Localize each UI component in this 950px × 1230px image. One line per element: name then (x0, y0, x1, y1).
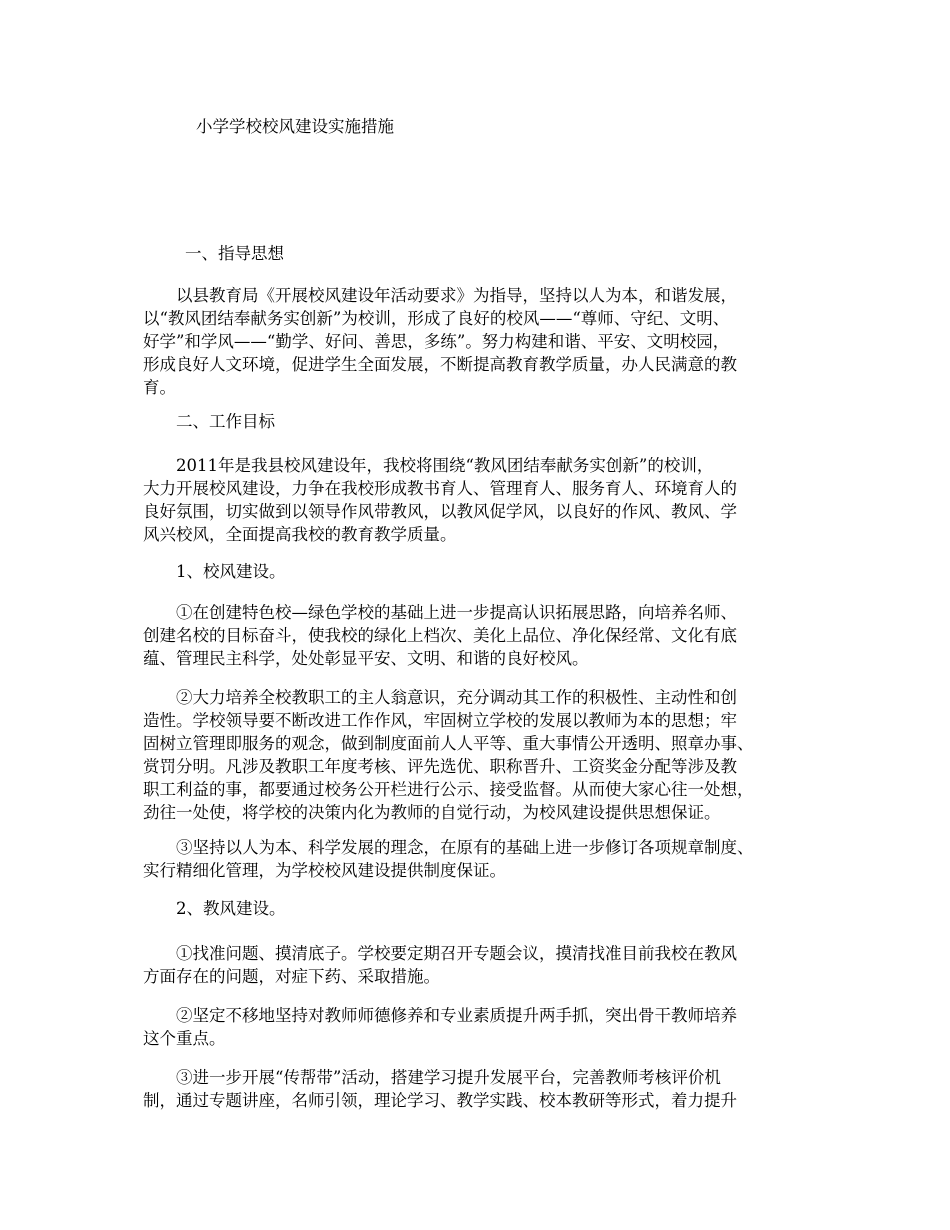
paragraph-line: 职工利益的事，都要通过校务公开栏进行公示、接受监督。从而使大家心往一处想， (143, 780, 754, 799)
paragraph-line: 制，通过专题讲座，名师引领，理论学习、教学实践、校本教研等形式，着力提升 (143, 1091, 737, 1110)
paragraph-line: 大力开展校风建设，力争在我校形成教书育人、管理育人、服务育人、环境育人的 (143, 479, 737, 498)
paragraph-line: 好学”和学风——“勤学、好问、善思，多练”。努力构建和谐、平安、文明校园， (143, 332, 730, 351)
paragraph-line: ③坚持以人为本、科学发展的理念，在原有的基础上进一步修订各项规章制度、 (176, 838, 754, 857)
paragraph-line: 以县教育局《开展校风建设年活动要求》为指导，坚持以人为本，和谐发展， (176, 286, 737, 305)
paragraph-line: 方面存在的问题，对症下药、采取措施。 (143, 967, 440, 986)
paragraph-line: 实行精细化管理，为学校校风建设提供制度保证。 (143, 861, 506, 880)
paragraph-teaching-ethos-1 (143, 942, 823, 988)
paragraph-line: 风兴校风，全面提高我校的教育教学质量。 (143, 525, 457, 544)
paragraph-line: 创建名校的目标奋斗，使我校的绿化上档次、美化上品位、净化保经常、文化有底 (143, 626, 737, 645)
paragraph-line: 蕴、管理民主科学，处处彰显平安、文明、和谐的良好校风。 (143, 649, 589, 668)
section-heading-teaching-ethos: 2、教风建设。 (176, 899, 286, 918)
paragraph-work-goals (143, 454, 823, 546)
paragraph-school-ethos-1 (143, 601, 823, 670)
paragraph-line: 形成良好人文环境，促进学生全面发展，不断提高教育教学质量，办人民满意的教 (143, 355, 737, 374)
paragraph-line: ②大力培养全校教职工的主人翁意识，充分调动其工作的积极性、主动性和创 (176, 688, 737, 707)
paragraph-line: 这个重点。 (143, 1029, 226, 1048)
paragraph-line: ①在创建特色校—绿色学校的基础上进一步提高认识拓展思路，向培养名师、 (176, 603, 737, 622)
paragraph-school-ethos-2 (143, 686, 823, 824)
document-title: 小学学校校风建设实施措施 (196, 117, 394, 136)
paragraph-line: 劲往一处使，将学校的决策内化为教师的自觉行动，为校风建设提供思想保证。 (143, 803, 721, 822)
section-heading-school-ethos: 1、校风建设。 (176, 562, 286, 581)
paragraph-line: 以“教风团结奉献务实创新”为校训，形成了良好的校风——“尊师、守纪、文明、 (143, 309, 730, 328)
paragraph-line: 固树立管理即服务的观念，做到制度面前人人平等、重大事情公开透明、照章办事、 (143, 734, 754, 753)
paragraph-teaching-ethos-2 (143, 1004, 823, 1050)
paragraph-line: 2011年是我县校风建设年，我校将围绕“教风团结奉献务实创新”的校训， (176, 456, 714, 475)
paragraph-teaching-ethos-3 (143, 1066, 823, 1112)
paragraph-line: ②坚定不移地坚持对教师师德修养和专业素质提升两手抓，突出骨干教师培养 (176, 1006, 737, 1025)
section-heading-work-goals: 二、工作目标 (176, 412, 275, 431)
paragraph-line: 良好氛围，切实做到以领导作风带教风，以教风促学风，以良好的作风、教风、学 (143, 502, 737, 521)
paragraph-line: 赏罚分明。凡涉及教职工年度考核、评先选优、职称晋升、工资奖金分配等涉及教 (143, 757, 737, 776)
paragraph-school-ethos-3 (143, 836, 823, 882)
paragraph-line: 造性。学校领导要不断改进工作作风，牢固树立学校的发展以教师为本的思想；牢 (143, 711, 737, 730)
section-heading-guiding-ideology: 一、指导思想 (185, 244, 284, 263)
paragraph-line: 育。 (143, 378, 176, 397)
paragraph-guiding-ideology (143, 284, 823, 399)
paragraph-line: ③进一步开展“传帮带”活动，搭建学习提升发展平台，完善教师考核评价机 (176, 1068, 721, 1087)
paragraph-line: ①找准问题、摸清底子。学校要定期召开专题会议，摸清找准目前我校在教风 (176, 944, 737, 963)
